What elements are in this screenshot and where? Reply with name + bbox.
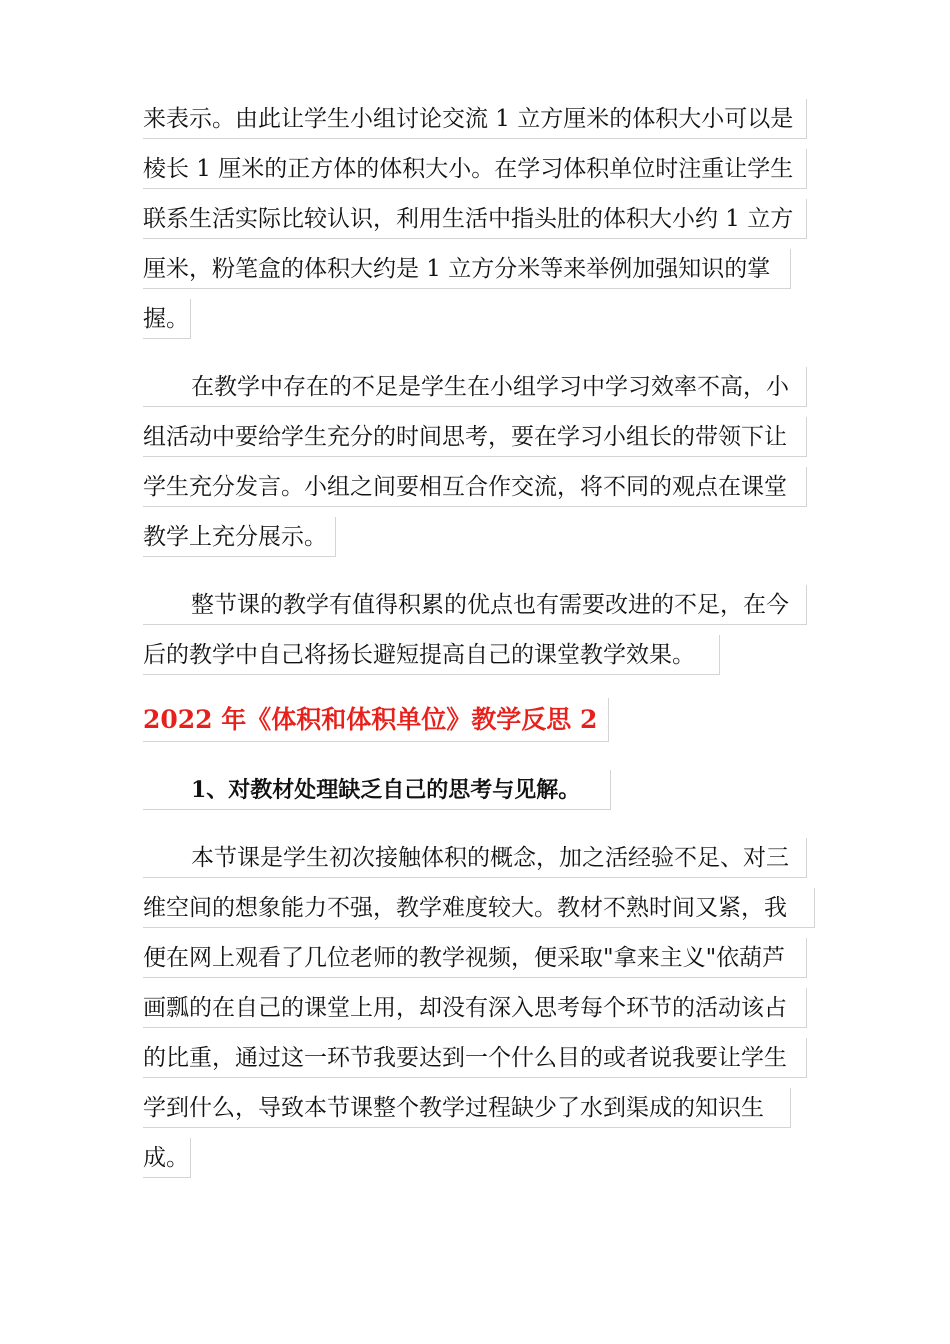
text-line: 本节课是学生初次接触体积的概念，加之活经验不足、对三 — [143, 838, 807, 878]
text-line: 的比重，通过这一环节我要达到一个什么目的或者说我要让学生 — [143, 1038, 807, 1078]
text-line: 学生充分发言。小组之间要相互合作交流，将不同的观点在课堂 — [143, 467, 807, 507]
text-line: 画瓢的在自己的课堂上用，却没有深入思考每个环节的活动该占 — [143, 988, 807, 1028]
text-line: 在教学中存在的不足是学生在小组学习中学习效率不高，小 — [143, 367, 807, 407]
subsection-heading: 1、对教材处理缺乏自己的思考与见解。 — [143, 770, 611, 810]
text-line: 维空间的想象能力不强，教学难度较大。教材不熟时间又紧，我 — [143, 888, 815, 928]
text-line: 便在网上观看了几位老师的教学视频，便采取"拿来主义"依葫芦 — [143, 938, 807, 978]
text-line: 成。 — [143, 1138, 191, 1178]
section-heading: 2022 年《体积和体积单位》教学反思 2 — [143, 698, 609, 742]
text-line: 厘米，粉笔盒的体积大约是 1 立方分米等来举例加强知识的掌 — [143, 249, 791, 289]
text-line: 整节课的教学有值得积累的优点也有需要改进的不足，在今 — [143, 585, 807, 625]
text-line: 来表示。由此让学生小组讨论交流 1 立方厘米的体积大小可以是 — [143, 99, 807, 139]
text-line: 联系生活实际比较认识，利用生活中指头肚的体积大小约 1 立方 — [143, 199, 807, 239]
text-line: 后的教学中自己将扬长避短提高自己的课堂教学效果。 — [143, 635, 720, 675]
text-line: 学到什么，导致本节课整个教学过程缺少了水到渠成的知识生 — [143, 1088, 791, 1128]
text-line: 组活动中要给学生充分的时间思考，要在学习小组长的带领下让 — [143, 417, 807, 457]
text-line: 教学上充分展示。 — [143, 517, 336, 557]
text-line: 棱长 1 厘米的正方体的体积大小。在学习体积单位时注重让学生 — [143, 149, 807, 189]
text-line: 握。 — [143, 299, 191, 339]
